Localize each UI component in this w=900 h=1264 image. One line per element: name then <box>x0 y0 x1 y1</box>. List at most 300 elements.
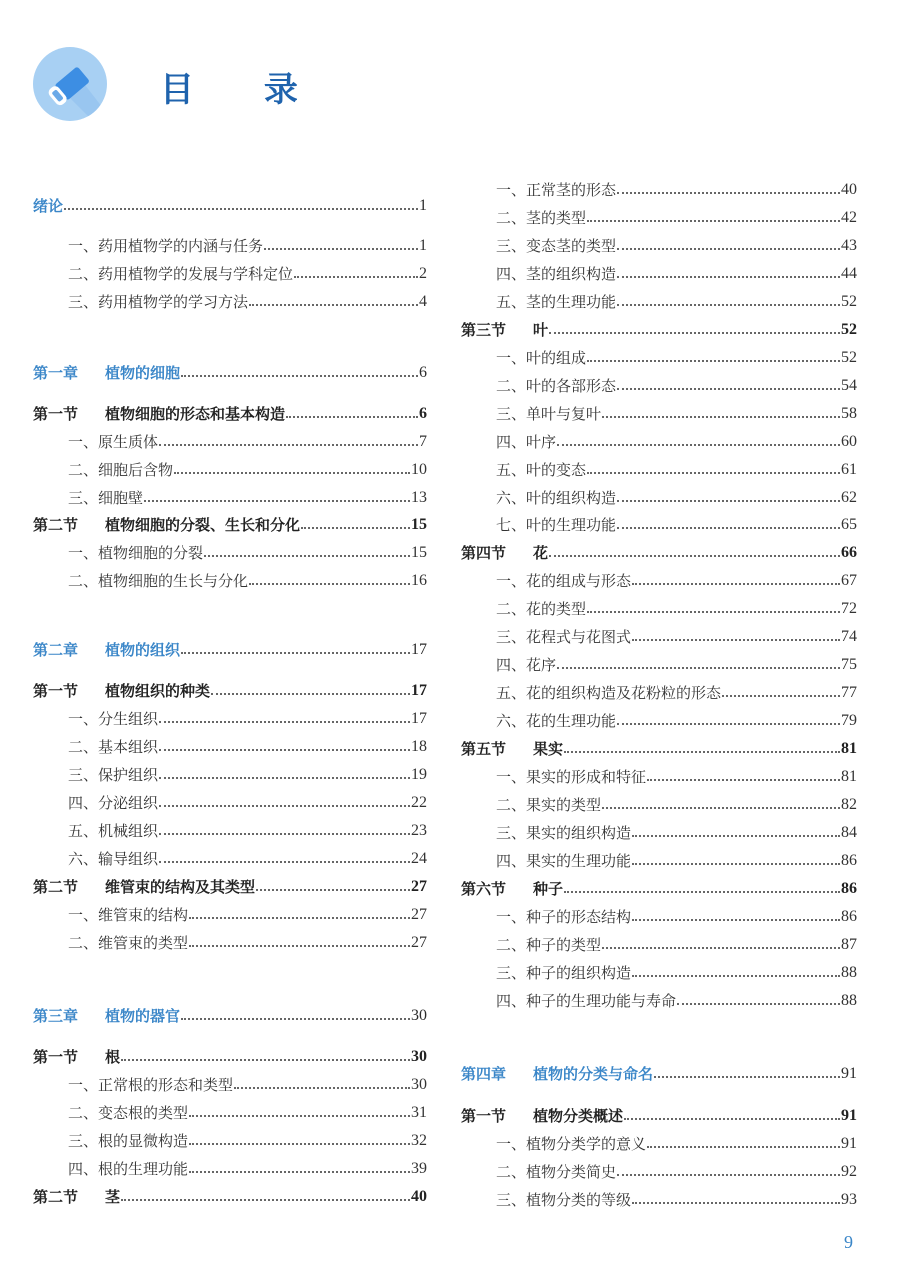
dot-leader <box>624 1118 840 1120</box>
toc-entry-page: 43 <box>841 237 857 254</box>
dot-leader <box>617 304 840 306</box>
toc-entry-page: 4 <box>419 293 427 310</box>
toc-entry-label <box>461 1064 653 1084</box>
dot-leader <box>564 891 840 893</box>
toc-entry-item[interactable] <box>33 789 427 813</box>
toc-entry-label <box>496 711 616 731</box>
toc-entry-item[interactable] <box>33 761 427 785</box>
toc-entry-page: 27 <box>411 878 427 895</box>
toc-entry-item[interactable] <box>33 1071 427 1095</box>
toc-entry-item[interactable] <box>461 567 857 591</box>
toc-entry-item[interactable] <box>461 344 857 368</box>
toc-entry-page: 16 <box>411 572 427 589</box>
toc-entry-label <box>68 488 143 508</box>
dot-leader <box>722 695 840 697</box>
toc-entry-item[interactable] <box>461 847 857 871</box>
toc-entry-item[interactable] <box>33 232 427 256</box>
toc-entry-page: 81 <box>841 740 857 757</box>
toc-entry-title: 二、植物细胞的生长与分化 <box>68 572 249 590</box>
toc-entry-number: 第三节 <box>461 321 507 339</box>
toc-entry-label <box>68 709 158 729</box>
toc-entry-title: 五、机械组织 <box>68 822 159 840</box>
toc-entry-label <box>461 543 548 563</box>
toc-entry-label <box>68 821 158 841</box>
toc-entry-title: 二、细胞后含物 <box>68 461 174 479</box>
toc-entry-title: 花 <box>533 544 549 562</box>
toc-entry-page: 84 <box>841 824 857 841</box>
toc-entry-title: 叶 <box>533 321 549 339</box>
dot-leader <box>181 375 418 377</box>
toc-entry-intro[interactable] <box>33 192 427 216</box>
dot-leader <box>249 304 418 306</box>
toc-entry-title: 六、叶的组织构造 <box>496 489 617 507</box>
toc-entry-item[interactable] <box>461 372 857 396</box>
dot-leader <box>549 332 840 334</box>
toc-entry-page: 27 <box>411 906 427 923</box>
toc-entry-title: 三、变态茎的类型 <box>496 237 617 255</box>
toc-entry-title: 二、植物分类简史 <box>496 1163 617 1181</box>
toc-entry-page: 92 <box>841 1163 857 1180</box>
toc-entry-section[interactable] <box>33 511 427 535</box>
toc-entry-label <box>461 320 548 340</box>
toc-entry-page: 7 <box>419 433 427 450</box>
toc-entry-page: 13 <box>411 489 427 506</box>
toc-entry-item[interactable] <box>461 763 857 787</box>
page-number: 9 <box>844 1232 853 1252</box>
toc-entry-page: 42 <box>841 209 857 226</box>
dot-leader <box>249 583 410 585</box>
toc-entry-item[interactable] <box>461 204 857 228</box>
toc-entry-title: 果实 <box>533 740 564 758</box>
dot-leader <box>294 276 418 278</box>
toc-entry-number: 第一节 <box>33 682 79 700</box>
toc-entry-item[interactable] <box>461 707 857 731</box>
toc-entry-label <box>496 571 631 591</box>
toc-entry-item[interactable] <box>33 567 427 591</box>
dot-leader <box>286 416 418 418</box>
toc-entry-label <box>496 627 631 647</box>
dot-leader <box>234 1087 410 1089</box>
toc-entry-page: 30 <box>411 1007 427 1024</box>
dot-leader <box>264 248 418 250</box>
toc-entry-title: 六、输导组织 <box>68 850 159 868</box>
toc-entry-title: 七、叶的生理功能 <box>496 516 617 534</box>
dot-leader <box>632 835 840 837</box>
toc-entry-chapter[interactable] <box>33 636 427 660</box>
toc-entry-page: 2 <box>419 265 427 282</box>
toc-entry-section[interactable] <box>461 735 857 759</box>
toc-entry-section[interactable] <box>33 400 427 424</box>
dot-leader <box>181 652 410 654</box>
toc-entry-item[interactable] <box>461 819 857 843</box>
dot-leader <box>159 805 410 807</box>
toc-entry-page: 91 <box>841 1107 857 1124</box>
toc-entry-chapter[interactable] <box>33 1002 427 1026</box>
toc-entry-label <box>496 1134 646 1154</box>
toc-entry-title: 一、种子的形态结构 <box>496 908 632 926</box>
toc-entry-item[interactable] <box>33 1099 427 1123</box>
dot-leader <box>204 555 410 557</box>
toc-entry-title: 一、原生质体 <box>68 433 159 451</box>
toc-entry-label <box>68 793 158 813</box>
toc-entry-title: 一、叶的组成 <box>496 349 587 367</box>
toc-entry-title: 三、保护组织 <box>68 766 159 784</box>
toc-entry-page: 19 <box>411 766 427 783</box>
toc-entry-title: 植物的组织 <box>105 641 181 659</box>
toc-entry-item[interactable] <box>461 511 857 535</box>
toc-entry-page: 1 <box>419 237 427 254</box>
toc-entry-item[interactable] <box>33 428 427 452</box>
toc-entry-title: 二、维管束的类型 <box>68 934 189 952</box>
toc-entry-item[interactable] <box>461 903 857 927</box>
dot-leader <box>602 416 840 418</box>
dot-leader <box>617 500 840 502</box>
toc-entry-page: 17 <box>411 682 427 699</box>
toc-entry-page: 23 <box>411 822 427 839</box>
toc-entry-page: 54 <box>841 377 857 394</box>
dot-leader <box>564 751 840 753</box>
toc-entry-number: 第一节 <box>33 405 79 423</box>
toc-entry-label <box>33 404 285 424</box>
toc-entry-label <box>496 935 601 955</box>
toc-entry-label <box>496 348 586 368</box>
toc-entry-page: 10 <box>411 461 427 478</box>
dot-leader <box>632 1202 840 1204</box>
toc-entry-item[interactable] <box>461 791 857 815</box>
toc-entry-title: 植物组织的种类 <box>105 682 211 700</box>
toc-entry-page: 17 <box>411 641 427 658</box>
toc-entry-section[interactable] <box>33 1043 427 1067</box>
toc-entry-title: 五、叶的变态 <box>496 461 587 479</box>
dot-leader <box>557 667 840 669</box>
toc-entry-label <box>33 196 63 216</box>
toc-entry-label <box>461 1106 623 1126</box>
toc-entry-item[interactable] <box>461 651 857 675</box>
toc-entry-label <box>496 991 676 1011</box>
toc-entry-page: 66 <box>841 544 857 561</box>
toc-entry-label <box>496 236 616 256</box>
toc-entry-page: 91 <box>841 1135 857 1152</box>
toc-entry-item[interactable] <box>461 959 857 983</box>
toc-entry-title: 植物的细胞 <box>105 364 181 382</box>
toc-entry-page: 74 <box>841 628 857 645</box>
toc-entry-number: 第一节 <box>461 1107 507 1125</box>
toc-entry-item[interactable] <box>461 1130 857 1154</box>
toc-entry-title: 茎 <box>105 1188 121 1206</box>
toc-entry-section[interactable] <box>461 316 857 340</box>
toc-entry-item[interactable] <box>33 288 427 312</box>
toc-entry-item[interactable] <box>33 845 427 869</box>
toc-entry-chapter[interactable] <box>461 1060 857 1084</box>
toc-entry-label <box>33 681 210 701</box>
toc-entry-title: 一、分生组织 <box>68 710 159 728</box>
toc-entry-title: 三、种子的组织构造 <box>496 964 632 982</box>
toc-entry-label <box>496 180 616 200</box>
toc-entry-label <box>68 432 158 452</box>
toc-entry-item[interactable] <box>461 288 857 312</box>
dot-leader <box>632 975 840 977</box>
toc-entry-item[interactable] <box>461 456 857 480</box>
toc-entry-label <box>496 1162 616 1182</box>
toc-entry-item[interactable] <box>33 929 427 953</box>
toc-entry-section[interactable] <box>461 875 857 899</box>
dot-leader <box>617 192 840 194</box>
toc-entry-item[interactable] <box>461 484 857 508</box>
toc-entry-item[interactable] <box>461 1186 857 1210</box>
dot-leader <box>647 779 840 781</box>
eraser-icon <box>33 47 107 121</box>
toc-entry-title: 六、花的生理功能 <box>496 712 617 730</box>
toc-entry-title: 植物分类概述 <box>533 1107 624 1125</box>
toc-entry-item[interactable] <box>33 456 427 480</box>
toc-entry-title: 四、分泌组织 <box>68 794 159 812</box>
toc-entry-page: 6 <box>419 364 427 381</box>
toc-entry-page: 15 <box>411 516 427 533</box>
toc-entry-item[interactable] <box>461 260 857 284</box>
dot-leader <box>256 889 410 891</box>
toc-entry-label <box>68 849 158 869</box>
dot-leader <box>587 472 840 474</box>
dot-leader <box>64 208 418 210</box>
toc-entry-label <box>496 655 556 675</box>
toc-entry-page: 24 <box>411 850 427 867</box>
toc-entry-label <box>461 739 563 759</box>
toc-entry-title: 四、茎的组织构造 <box>496 265 617 283</box>
dot-leader <box>189 917 410 919</box>
toc-entry-page: 88 <box>841 964 857 981</box>
toc-entry-item[interactable] <box>461 400 857 424</box>
toc-entry-section[interactable] <box>33 677 427 701</box>
dot-leader <box>617 527 840 529</box>
toc-entry-item[interactable] <box>33 705 427 729</box>
toc-entry-item[interactable] <box>33 1127 427 1151</box>
toc-entry-title: 植物的分类与命名 <box>533 1065 654 1083</box>
toc-entry-page: 40 <box>411 1188 427 1205</box>
toc-entry-section[interactable] <box>461 539 857 563</box>
toc-entry-label <box>496 907 631 927</box>
dot-leader <box>557 444 840 446</box>
toc-entry-label <box>33 515 300 535</box>
toc-entry-label <box>496 851 631 871</box>
toc-entry-item[interactable] <box>461 176 857 200</box>
toc-entry-title: 二、基本组织 <box>68 738 159 756</box>
toc-entry-title: 一、维管束的结构 <box>68 906 189 924</box>
toc-entry-page: 39 <box>411 1160 427 1177</box>
toc-entry-title: 二、叶的各部形态 <box>496 377 617 395</box>
toc-entry-label <box>496 767 646 787</box>
toc-entry-title: 一、果实的形成和特征 <box>496 768 647 786</box>
dot-leader <box>632 583 840 585</box>
dot-leader <box>617 1174 840 1176</box>
toc-entry-page: 79 <box>841 712 857 729</box>
toc-entry-title: 维管束的结构及其类型 <box>105 878 256 896</box>
toc-entry-title: 一、花的组成与形态 <box>496 572 632 590</box>
toc-entry-page: 30 <box>411 1076 427 1093</box>
toc-entry-label <box>496 292 616 312</box>
toc-entry-number: 第二节 <box>33 1188 79 1206</box>
toc-entry-section[interactable] <box>461 1102 857 1126</box>
toc-entry-title: 植物的器官 <box>105 1007 181 1025</box>
toc-entry-page: 40 <box>841 181 857 198</box>
toc-entry-page: 93 <box>841 1191 857 1208</box>
toc-entry-item[interactable] <box>33 260 427 284</box>
dot-leader <box>602 947 840 949</box>
toc-entry-label <box>496 823 631 843</box>
toc-entry-page: 86 <box>841 852 857 869</box>
toc-entry-item[interactable] <box>461 931 857 955</box>
toc-entry-label <box>68 905 188 925</box>
toc-entry-title: 一、植物细胞的分裂 <box>68 544 204 562</box>
dot-leader <box>647 1146 840 1148</box>
toc-entry-page: 77 <box>841 684 857 701</box>
dot-leader <box>189 1143 410 1145</box>
dot-leader <box>632 919 840 921</box>
toc-entry-title: 三、花程式与花图式 <box>496 628 632 646</box>
toc-entry-page: 86 <box>841 908 857 925</box>
dot-leader <box>159 749 410 751</box>
toc-entry-item[interactable] <box>33 733 427 757</box>
toc-entry-title: 三、单叶与复叶 <box>496 405 602 423</box>
toc-entry-chapter[interactable] <box>33 359 427 383</box>
toc-entry-section[interactable] <box>33 873 427 897</box>
toc-entry-title: 二、药用植物学的发展与学科定位 <box>68 265 294 283</box>
toc-entry-number: 第四章 <box>461 1065 507 1083</box>
toc-entry-item[interactable] <box>33 484 427 508</box>
toc-entry-item[interactable] <box>33 539 427 563</box>
toc-entry-page: 86 <box>841 880 857 897</box>
dot-leader <box>189 1171 410 1173</box>
toc-entry-section[interactable] <box>33 1183 427 1207</box>
toc-entry-item[interactable] <box>461 595 857 619</box>
toc-entry-page: 87 <box>841 936 857 953</box>
toc-entry-title: 四、叶序 <box>496 433 557 451</box>
toc-entry-label <box>68 264 293 284</box>
toc-entry-number: 第三章 <box>33 1007 79 1025</box>
toc-entry-page: 60 <box>841 433 857 450</box>
toc-entry-title: 三、果实的组织构造 <box>496 824 632 842</box>
toc-entry-label <box>496 404 601 424</box>
dot-leader <box>301 527 410 529</box>
toc-entry-page: 72 <box>841 600 857 617</box>
dot-leader <box>632 639 840 641</box>
toc-entry-label <box>68 1159 188 1179</box>
page-title <box>160 62 298 111</box>
toc-entry-item[interactable] <box>33 901 427 925</box>
dot-leader <box>174 472 410 474</box>
toc-entry-page: 32 <box>411 1132 427 1149</box>
toc-entry-label <box>68 543 203 563</box>
toc-entry-title: 三、药用植物学的学习方法 <box>68 293 249 311</box>
toc-entry-label <box>33 1006 180 1026</box>
toc-entry-label <box>68 1103 188 1123</box>
toc-entry-number: 第二节 <box>33 516 79 534</box>
dot-leader <box>159 721 410 723</box>
toc-entry-label <box>68 1075 233 1095</box>
toc-entry-title: 二、果实的类型 <box>496 796 602 814</box>
dot-leader <box>144 500 410 502</box>
toc-entry-label <box>496 795 601 815</box>
toc-entry-item[interactable] <box>461 623 857 647</box>
toc-entry-label <box>68 460 173 480</box>
toc-entry-page: 75 <box>841 656 857 673</box>
toc-entry-title: 四、根的生理功能 <box>68 1160 189 1178</box>
toc-entry-page: 52 <box>841 293 857 310</box>
toc-entry-item[interactable] <box>33 817 427 841</box>
dot-leader <box>159 777 410 779</box>
toc-entry-title: 一、植物分类学的意义 <box>496 1135 647 1153</box>
toc-entry-page: 15 <box>411 544 427 561</box>
toc-entry-label <box>33 1047 120 1067</box>
dot-leader <box>617 723 840 725</box>
toc-entry-label <box>496 376 616 396</box>
toc-entry-title: 植物细胞的分裂、生长和分化 <box>105 516 301 534</box>
toc-entry-title: 一、正常茎的形态 <box>496 181 617 199</box>
dot-leader <box>587 220 840 222</box>
toc-entry-page: 62 <box>841 489 857 506</box>
dot-leader <box>617 248 840 250</box>
toc-entry-label <box>68 765 158 785</box>
toc-entry-label <box>496 264 616 284</box>
toc-entry-page: 81 <box>841 768 857 785</box>
toc-entry-page: 58 <box>841 405 857 422</box>
toc-entry-number: 第二章 <box>33 641 79 659</box>
toc-entry-page: 91 <box>841 1065 857 1082</box>
toc-entry-title: 五、茎的生理功能 <box>496 293 617 311</box>
toc-entry-item[interactable] <box>461 679 857 703</box>
toc-entry-label <box>496 460 586 480</box>
dot-leader <box>159 444 418 446</box>
dot-leader <box>121 1059 410 1061</box>
toc-entry-item[interactable] <box>461 987 857 1011</box>
toc-entry-page: 88 <box>841 992 857 1009</box>
toc-entry-title: 二、茎的类型 <box>496 209 587 227</box>
dot-leader <box>654 1076 840 1078</box>
toc-entry-label <box>33 363 180 383</box>
dot-leader <box>211 693 410 695</box>
toc-entry-item[interactable] <box>461 1158 857 1182</box>
dot-leader <box>602 807 840 809</box>
toc-entry-item[interactable] <box>461 232 857 256</box>
toc-entry-label <box>33 1187 120 1207</box>
toc-entry-title: 四、种子的生理功能与寿命 <box>496 992 677 1010</box>
toc-entry-page: 22 <box>411 794 427 811</box>
toc-entry-label <box>33 640 180 660</box>
toc-entry-label <box>496 515 616 535</box>
dot-leader <box>189 945 410 947</box>
toc-entry-page: 27 <box>411 934 427 951</box>
title-char-2: 录 <box>263 70 298 110</box>
toc-entry-item[interactable] <box>461 428 857 452</box>
dot-leader <box>587 360 840 362</box>
dot-leader <box>632 863 840 865</box>
toc-entry-label <box>496 208 586 228</box>
toc-entry-label <box>68 737 158 757</box>
toc-entry-label <box>496 432 556 452</box>
toc-entry-title: 三、植物分类的等级 <box>496 1191 632 1209</box>
toc-entry-number: 第五节 <box>461 740 507 758</box>
toc-entry-page: 82 <box>841 796 857 813</box>
dot-leader <box>181 1018 410 1020</box>
toc-entry-label <box>496 488 616 508</box>
toc-entry-number: 第六节 <box>461 880 507 898</box>
toc-entry-page: 6 <box>419 405 427 422</box>
toc-entry-page: 18 <box>411 738 427 755</box>
toc-entry-item[interactable] <box>33 1155 427 1179</box>
toc-entry-label <box>68 292 248 312</box>
toc-entry-number: 第四节 <box>461 544 507 562</box>
dot-leader <box>617 276 840 278</box>
toc-entry-title: 四、花序 <box>496 656 557 674</box>
